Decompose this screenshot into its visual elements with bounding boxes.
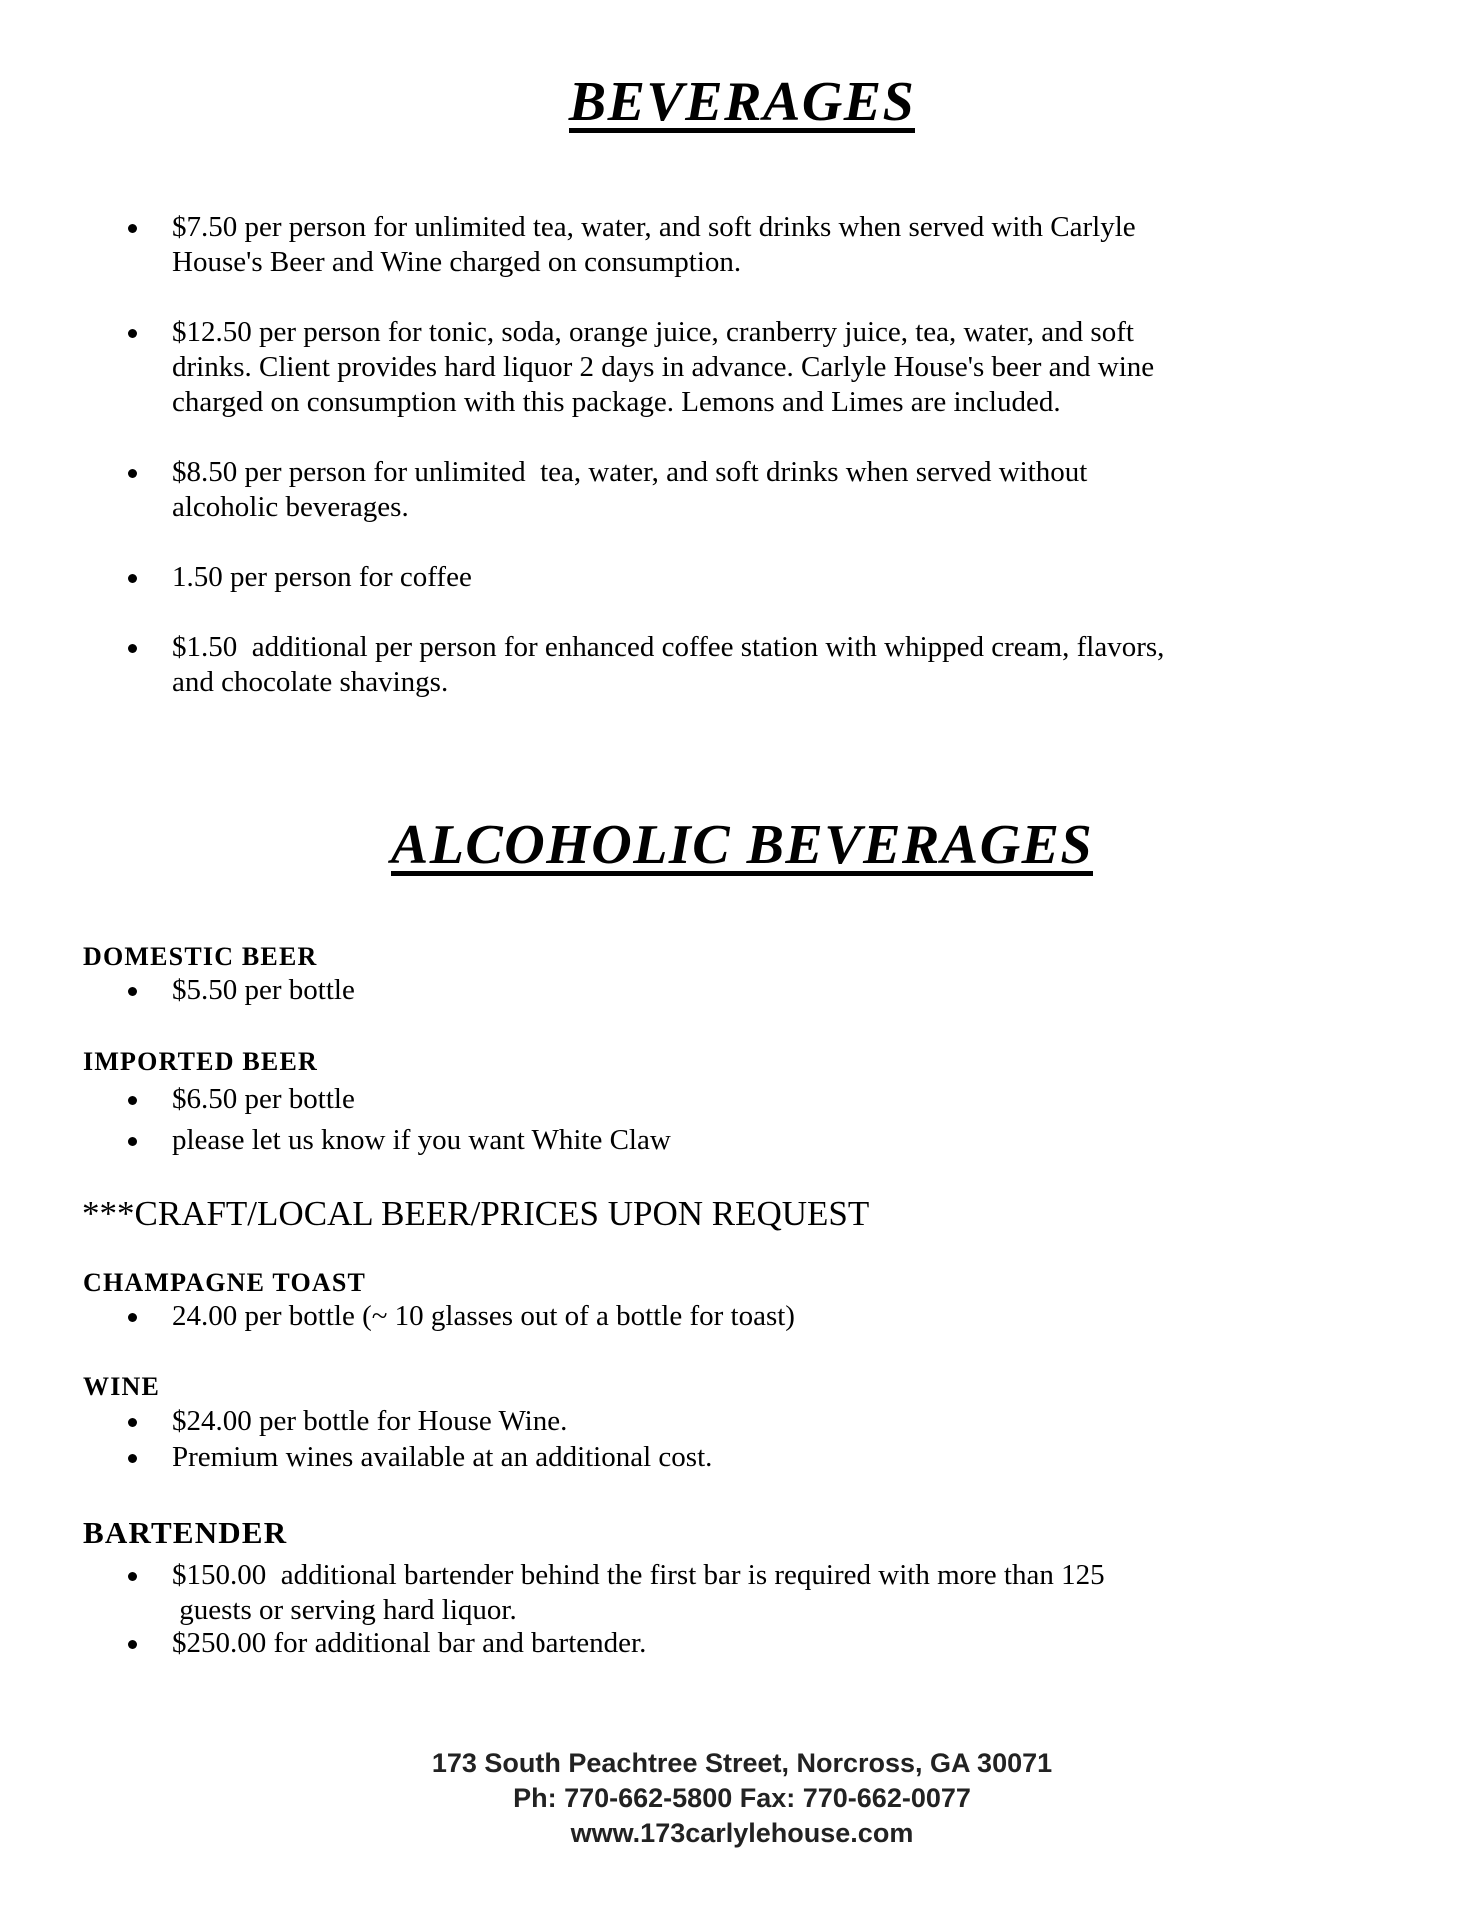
list-item: 24.00 per bottle (~ 10 glasses out of a bottle for toast) bbox=[172, 1300, 795, 1332]
list-item-line: 1.50 per person for coffee bbox=[172, 561, 472, 593]
bullet-icon bbox=[128, 1313, 137, 1322]
bullet-icon bbox=[128, 224, 137, 233]
list-item-line: drinks. Client provides hard liquor 2 days in advance. Carlyle House's beer and wine bbox=[172, 351, 1155, 383]
bullet-icon bbox=[128, 574, 137, 583]
beverages-title-text: BEVERAGES bbox=[568, 71, 916, 133]
bullet-icon bbox=[128, 1096, 137, 1105]
list-item-line: House's Beer and Wine charged on consumption. bbox=[172, 246, 742, 278]
footer-phone-fax: Ph: 770-662-5800 Fax: 770-662-0077 bbox=[513, 1783, 971, 1813]
list-item-line: $1.50 additional per person for enhanced coffee station with whipped cream, flavors, bbox=[172, 631, 1165, 663]
beverages-title bbox=[0, 71, 1484, 133]
list-item-line: $7.50 per person for unlimited tea, water, and soft drinks when served with Carlyle bbox=[172, 211, 1136, 243]
section-heading: CHAMPAGNE TOAST bbox=[83, 1268, 367, 1297]
bullet-icon bbox=[128, 329, 137, 338]
list-item: $6.50 per bottle bbox=[172, 1083, 355, 1115]
section-heading: IMPORTED BEER bbox=[83, 1047, 318, 1076]
alcoholic-beverages-title bbox=[0, 814, 1484, 876]
list-item: please let us know if you want White Claw bbox=[172, 1124, 671, 1156]
list-item-line: guests or serving hard liquor. bbox=[172, 1594, 517, 1626]
list-item: $24.00 per bottle for House Wine. bbox=[172, 1405, 568, 1437]
list-item-line: alcoholic beverages. bbox=[172, 491, 409, 523]
list-item-line: charged on consumption with this package. Lemons and Limes are included. bbox=[172, 386, 1061, 418]
craft-beer-note: ***CRAFT/LOCAL BEER/PRICES UPON REQUEST bbox=[82, 1194, 870, 1233]
bullet-icon bbox=[128, 1418, 137, 1427]
bullet-icon bbox=[128, 987, 137, 996]
bullet-icon bbox=[128, 1572, 137, 1581]
list-item-line: and chocolate shavings. bbox=[172, 666, 449, 698]
bullet-icon bbox=[128, 1137, 137, 1146]
alcoholic-beverages-title-text: ALCOHOLIC BEVERAGES bbox=[390, 814, 1094, 876]
list-item-line: $12.50 per person for tonic, soda, orange juice, cranberry juice, tea, water, and soft bbox=[172, 316, 1134, 348]
bullet-icon bbox=[128, 644, 137, 653]
bullet-icon bbox=[128, 1454, 137, 1463]
footer-website[interactable]: www.173carlylehouse.com bbox=[570, 1818, 914, 1848]
footer-address: 173 South Peachtree Street, Norcross, GA 30071 bbox=[431, 1748, 1053, 1778]
bullet-icon bbox=[128, 1640, 137, 1649]
list-item: Premium wines available at an additional cost. bbox=[172, 1441, 713, 1473]
section-heading: WINE bbox=[83, 1372, 161, 1401]
section-heading: DOMESTIC BEER bbox=[83, 942, 318, 971]
list-item-line: $8.50 per person for unlimited tea, water, and soft drinks when served without bbox=[172, 456, 1088, 488]
list-item: $5.50 per bottle bbox=[172, 974, 355, 1006]
list-item-line: $250.00 for additional bar and bartender. bbox=[172, 1627, 647, 1659]
section-heading: BARTENDER bbox=[83, 1515, 288, 1550]
list-item-line: $150.00 additional bartender behind the first bar is required with more than 125 bbox=[172, 1559, 1105, 1591]
bullet-icon bbox=[128, 469, 137, 478]
